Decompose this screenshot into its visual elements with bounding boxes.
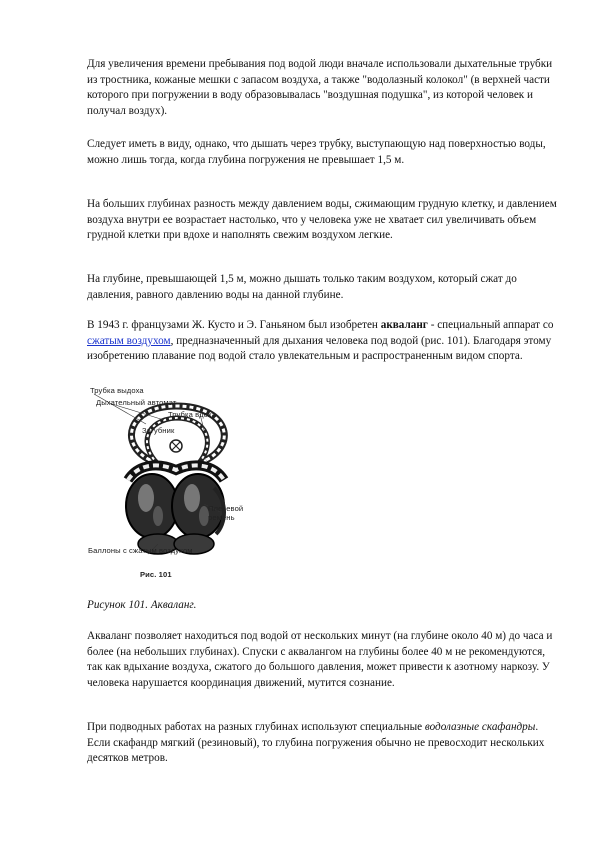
compressed-air-link[interactable]: сжатым воздухом [87,334,171,347]
paragraph-diving-suits [87,720,557,767]
aqualung-figure [88,384,278,584]
label-regulator: Дыхательный автомат [96,398,177,407]
label-mouthpiece: Загубник [142,426,175,435]
label-exhale-tube: Трубка выдоха [90,386,144,395]
label-shoulder-strap: Плечевой ремень [208,504,244,522]
paragraph-aqualung-invention [87,318,557,365]
text-segment: , предназначенный для дыхания человека под водой (рис. 101). Благодаря этому изобретению плавание под водой стало увлекательным и распространенным видом спорта. [87,334,552,363]
text-segment: - специальный аппарат со [427,319,554,331]
text-segment: При подводных работах на разных глубинах используют специальные [87,721,425,733]
bold-term-aqualung: акваланг [380,319,428,331]
figure-number: Рис. 101 [140,570,172,579]
text-segment: В 1943 г. французами Ж. Кусто и Э. Ганьяном был изобретен [87,319,381,331]
paragraph-compressed-air: На глубине, превышающей 1,5 м, можно дышать только таким воздухом, который сжат до давления, равного давлению воды на данной глубине. [87,273,517,301]
paragraph-aqualung-limits: Акваланг позволяет находиться под водой от нескольких минут (на глубине около 40 м) до часа и более (на небольших глубинах). Спуски с аквалангом на глубины более 40 м не рекомендуются, так как вдыхание воздуха, сжатого до большого давления, может привести к азотному наркозу. У человека нарушается координация движений, мутится сознание. [87,630,553,689]
italic-term-diving-suits: водолазные скафандры [424,721,536,733]
label-inhale-tube: Трубка вдоха [168,410,217,419]
label-cylinders: Баллоны с сжатым воздухом [88,546,193,555]
paragraph-snorkel-depth: Следует иметь в виду, однако, что дышать через трубку, выступающую над поверхностью воды, можно лишь тогда, когда глубина погружения не превышает 1,5 м. [87,138,546,166]
text-segment: . Если скафандр мягкий (резиновый), то глубина погружения обычно не превосходит нескольких десятков метров. [87,721,545,765]
paragraph-pressure-difference: На больших глубинах разность между давлением воды, сжимающим грудную клетку, и давлением воздуха внутри ее возрастает настолько, что у человека уже не хватает сил увеличивать объем грудной клетки при вдохе и наполнять свежим воздухом легкие. [87,198,557,242]
paragraph-breathing-history: Для увеличения времени пребывания под водой люди вначале использовали дыхательные трубки из тростника, кожаные мешки с запасом воздуха, а также "водолазный колокол" (в верхней части которого при погружении в воду образовывалась "воздушная подушка", из которой человек и получал воздух). [87,58,553,117]
figure-caption: Рисунок 101. Акваланг. [87,599,197,611]
